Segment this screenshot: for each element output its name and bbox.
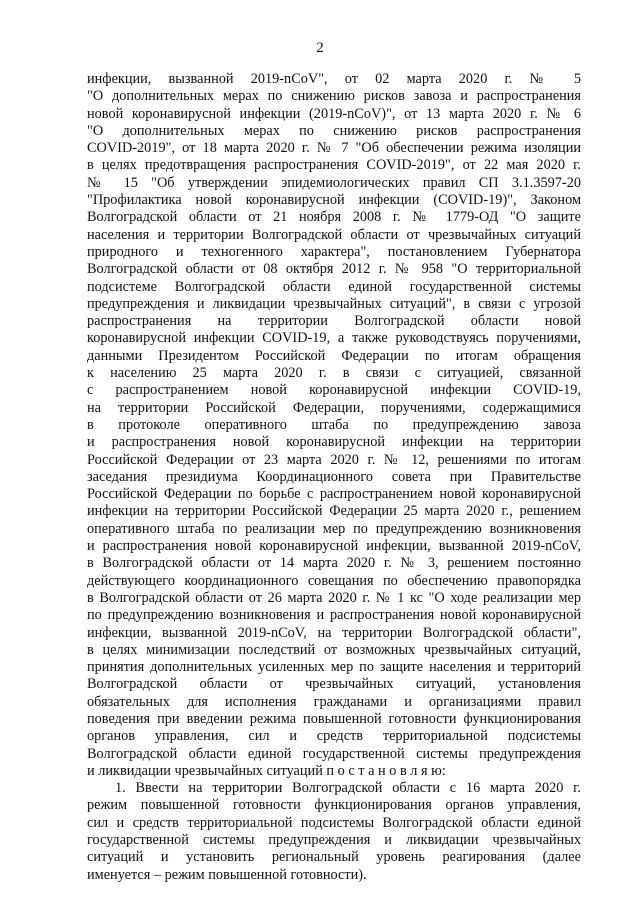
text-line: новой коронавирусной инфекции (2019-nCoV)", от 13 марта 2020 г. № 6 [87,105,581,122]
text-line: "О дополнительных мерах по снижению рисков завоза и распространения [87,88,581,105]
text-line: режим повышенной готовности функционирования органов управления, [87,797,581,814]
text-line: действующего координационного совещания по обеспечению правопорядка [87,572,581,589]
text-line: Российской Федерации по борьбе с распространением новой коронавирусной [87,486,581,503]
text-line: Волгоградской области от 08 октября 2012 г. № 958 "О территориальной [87,261,581,278]
text-line: коронавирусной инфекции COVID-19, а также руководствуясь поручениями, [87,330,581,347]
text-line: государственной системы предупреждения и ликвидации чрезвычайных [87,832,581,849]
text-line: по предупреждению возникновения и распространения новой коронавирусной [87,607,581,624]
text-line: и распространения новой коронавирусной инфекции на территории [87,434,581,451]
text-line: ситуаций и установить региональный уровень реагирования (далее [87,849,581,866]
text-line: инфекции, вызванной 2019-nCoV, на территории Волгоградской области", [87,624,581,641]
text-line: Волгоградской области от 21 ноября 2008 г. № 1779-ОД "О защите [87,209,581,226]
text-line: в Волгоградской области от 26 марта 2020 г. № 1 кс "О ходе реализации мер [87,589,581,606]
text-line: Волгоградской области от чрезвычайных ситуаций, установления [87,676,581,693]
text-line: органов управления, сил и средств территориальной подсистемы [87,728,581,745]
text-line: Российской Федерации от 23 марта 2020 г. № 12, решениями по итогам [87,451,581,468]
page-number: 2 [316,40,324,56]
text-line: сил и средств территориальной подсистемы Волгоградской области единой [87,814,581,831]
text-line: подсистеме Волгоградской области единой государственной системы [87,278,581,295]
text-line: в целях предотвращения распространения COVID-2019", от 22 мая 2020 г. [87,157,581,174]
text-line: инфекции, вызванной 2019-nCoV", от 02 марта 2020 г. № 5 [87,71,581,87]
text-line: и ликвидации чрезвычайных ситуаций п о с т а н о в л я ю: [87,762,446,779]
text-line: в Волгоградской области от 14 марта 2020 г. № 3, решением постоянно [87,555,581,572]
text-line: природного и техногенного характера", постановлением Губернатора [87,243,581,260]
text-line: к населению 25 марта 2020 г. в связи с ситуацией, связанной [87,365,581,382]
text-line: Волгоградской области единой государственной системы предупреждения [87,745,581,762]
text-line: оперативного штаба по реализации мер по предупреждению возникновения [87,520,581,537]
text-line: принятия дополнительных усиленных мер по защите населения и территорий [87,659,581,676]
text-line: распространения на территории Волгоградской области новой [87,313,581,330]
text-line: и распространения новой коронавирусной инфекции, вызванной 2019-nCoV, [87,538,581,555]
text-line: именуется – режим повышенной готовности). [87,866,367,883]
text-line: COVID-2019", от 18 марта 2020 г. № 7 "Об обеспечении режима изоляции [87,140,581,157]
text-line: инфекции на территории Российской Федерации 25 марта 2020 г., решением [87,503,581,520]
text-line: данными Президентом Российской Федерации по итогам обращения [87,347,581,364]
text-line: № 15 "Об утверждении эпидемиологических правил СП 3.1.3597-20 [87,174,581,191]
body-text [87,71,581,884]
text-line: "Профилактика новой коронавирусной инфекции (COVID-19)", Законом [87,192,581,209]
text-line: заседания президиума Координационного совета при Правительстве [87,468,581,485]
text-line: поведения при введении режима повышенной готовности функционирования [87,710,581,727]
text-line: 1. Ввести на территории Волгоградской области с 16 марта 2020 г. [115,780,581,797]
text-line: в целях минимизации последствий от возможных чрезвычайных ситуаций, [87,641,581,658]
text-line: на территории Российской Федерации, поручениями, содержащимися [87,399,581,416]
text-line: предупреждения и ликвидации чрезвычайных ситуаций", в связи с угрозой [87,295,581,312]
text-line: обязательных для исполнения гражданами и организациями правил [87,693,581,710]
text-line: с распространением новой коронавирусной инфекции COVID-19, [87,382,581,399]
text-line: населения и территории Волгоградской области от чрезвычайных ситуаций [87,226,581,243]
text-line: в протоколе оперативного штаба по предупреждению завоза [87,416,581,433]
text-line: "О дополнительных мерах по снижению рисков распространения [87,122,581,139]
